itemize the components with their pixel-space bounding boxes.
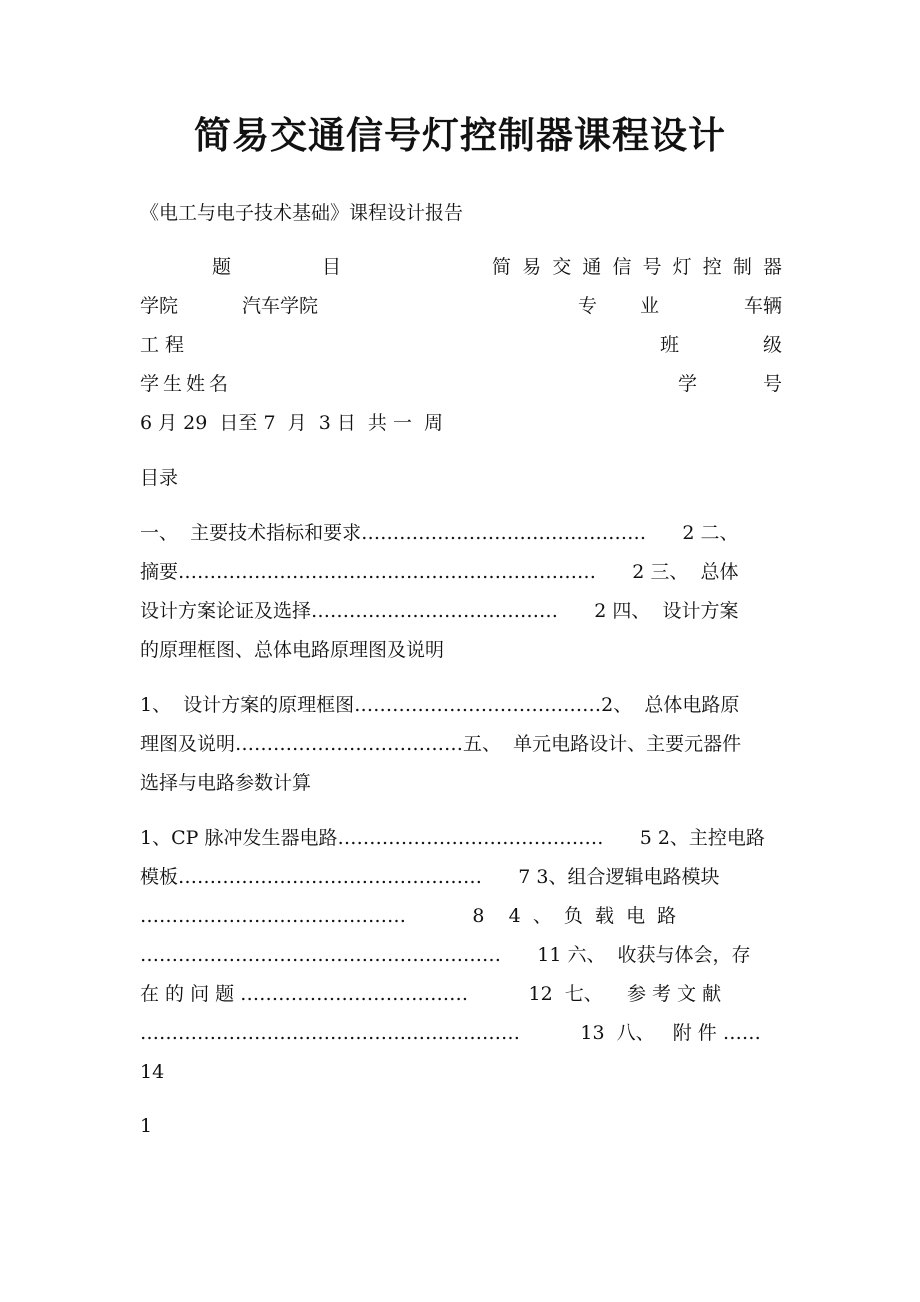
report-subtitle: 《电工与电子技术基础》课程设计报告 (140, 202, 464, 224)
toc-line: 一、 主要技术指标和要求……………………………………… 2 二、 (140, 522, 739, 544)
document-title: 简易交通信号灯控制器课程设计 (194, 113, 726, 157)
major-label-char-2: 业 (640, 295, 660, 317)
toc-line: …………………………………………………… 13 八、 附 件 …… (140, 1022, 761, 1044)
topic-char: 器 (762, 256, 782, 278)
toc-line: 在 的 问 题 ……………………………… 12 七、 参 考 文 献 (140, 983, 722, 1005)
toc-line: 1、 设计方案的原理框图…………………………………2、 总体电路原 (140, 694, 740, 716)
student-no-label-char-1: 学 (678, 373, 698, 395)
toc-line: 模板………………………………………… 7 3、组合逻辑电路模块 (140, 866, 720, 888)
toc-line: 选择与电路参数计算 (140, 772, 312, 794)
toc-line: ………………………………………………… 11 六、 收获与体会，存 (140, 944, 751, 966)
toc-line: …………………………………… 8 4 、 负 载 电 路 (140, 905, 677, 927)
class-label-char-2: 级 (762, 334, 782, 356)
topic-char: 信 (612, 256, 632, 278)
topic-char: 灯 (672, 256, 692, 278)
major-value-part-2: 工 程 (140, 334, 185, 356)
student-name-label: 学生姓名 (140, 373, 233, 395)
topic-char: 制 (732, 256, 752, 278)
topic-char: 简 (492, 256, 512, 278)
student-no-label-char-2: 号 (762, 373, 782, 395)
toc-line: 1、CP 脉冲发生器电路…………………………………… 5 2、主控电路 (140, 827, 765, 849)
topic-label-char-2: 目 (322, 256, 342, 278)
college-label: 学院 (140, 295, 179, 317)
topic-char: 交 (552, 256, 572, 278)
toc-heading: 目录 (140, 467, 179, 489)
toc-line: 理图及说明………………………………五、 单元电路设计、主要元器件 (140, 733, 742, 755)
topic-char: 控 (702, 256, 722, 278)
toc-line: 14 (140, 1061, 165, 1083)
class-label-char-1: 班 (660, 334, 680, 356)
topic-char: 通 (582, 256, 602, 278)
major-label-char-1: 专 (578, 295, 598, 317)
toc-line: 设计方案论证及选择………………………………… 2 四、 设计方案 (140, 600, 739, 622)
date-line: 6 月 29 日至 7 月 3 日 共 一 周 (140, 412, 444, 434)
topic-value (492, 253, 782, 281)
page-number: 1 (140, 1115, 153, 1137)
major-value-part-1: 车辆 (743, 295, 782, 317)
topic-label-char-1: 题 (212, 256, 232, 278)
topic-char: 易 (522, 256, 542, 278)
college-value: 汽车学院 (242, 295, 319, 317)
toc-line: 的原理框图、总体电路原理图及说明 (140, 639, 445, 661)
toc-line: 摘要………………………………………………………… 2 三、 总体 (140, 561, 739, 583)
topic-char: 号 (642, 256, 662, 278)
